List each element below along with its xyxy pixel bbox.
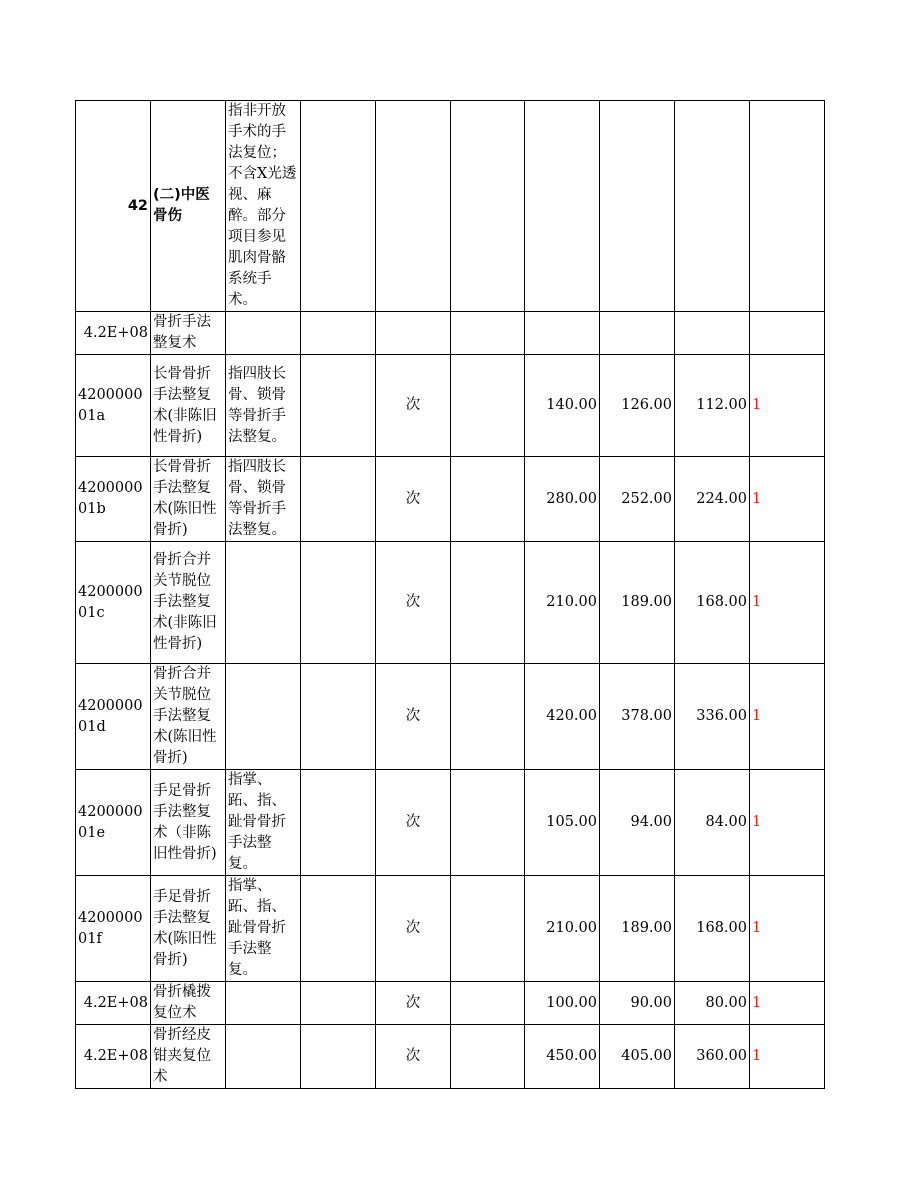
item-note[interactable]: 指非开放手术的手法复位；不含X光透视、麻醉。部分项目参见肌肉骨骼系统手术。 bbox=[226, 101, 301, 312]
item-unit[interactable]: 次 bbox=[376, 770, 451, 876]
empty-cell[interactable] bbox=[301, 355, 376, 457]
item-note[interactable] bbox=[226, 542, 301, 664]
empty-cell[interactable] bbox=[301, 312, 376, 355]
item-note[interactable]: 指四肢长骨、锁骨等骨折手法整复。 bbox=[226, 355, 301, 457]
price-2[interactable]: 94.00 bbox=[600, 770, 675, 876]
item-code[interactable]: 4.2E+08 bbox=[76, 1025, 151, 1089]
item-name[interactable]: 骨折经皮钳夹复位术 bbox=[151, 1025, 226, 1089]
item-note[interactable] bbox=[226, 664, 301, 770]
table-row bbox=[76, 1025, 825, 1089]
item-code[interactable]: 420000001e bbox=[76, 770, 151, 876]
empty-cell[interactable] bbox=[451, 1025, 525, 1089]
price-table bbox=[75, 100, 825, 1089]
item-unit[interactable]: 次 bbox=[376, 355, 451, 457]
flag-cell[interactable]: 1 bbox=[750, 770, 825, 876]
empty-cell[interactable] bbox=[301, 770, 376, 876]
item-note[interactable] bbox=[226, 1025, 301, 1089]
price-2[interactable]: 252.00 bbox=[600, 457, 675, 542]
price-3[interactable]: 360.00 bbox=[675, 1025, 750, 1089]
price-1[interactable]: 210.00 bbox=[525, 542, 600, 664]
price-2[interactable]: 90.00 bbox=[600, 982, 675, 1025]
empty-cell[interactable] bbox=[451, 457, 525, 542]
table-row bbox=[76, 312, 825, 355]
price-1[interactable]: 420.00 bbox=[525, 664, 600, 770]
price-2[interactable]: 126.00 bbox=[600, 355, 675, 457]
flag-cell[interactable]: 1 bbox=[750, 982, 825, 1025]
item-code[interactable]: 4.2E+08 bbox=[76, 312, 151, 355]
item-name[interactable]: 骨折手法整复术 bbox=[151, 312, 226, 355]
flag-cell[interactable]: 1 bbox=[750, 355, 825, 457]
empty-cell[interactable] bbox=[301, 542, 376, 664]
price-1[interactable]: 280.00 bbox=[525, 457, 600, 542]
price-3[interactable]: 80.00 bbox=[675, 982, 750, 1025]
item-note[interactable] bbox=[226, 312, 301, 355]
item-name[interactable]: 长骨骨折手法整复术(非陈旧性骨折) bbox=[151, 355, 226, 457]
price-1[interactable]: 100.00 bbox=[525, 982, 600, 1025]
flag-cell[interactable]: 1 bbox=[750, 542, 825, 664]
item-unit[interactable]: 次 bbox=[376, 457, 451, 542]
empty-cell[interactable] bbox=[451, 876, 525, 982]
price-3[interactable]: 112.00 bbox=[675, 355, 750, 457]
empty-cell[interactable] bbox=[301, 1025, 376, 1089]
flag-cell[interactable]: 1 bbox=[750, 1025, 825, 1089]
flag-cell[interactable]: 1 bbox=[750, 457, 825, 542]
table-row bbox=[76, 355, 825, 457]
flag-cell[interactable] bbox=[750, 312, 825, 355]
price-2[interactable] bbox=[600, 101, 675, 312]
table-row bbox=[76, 457, 825, 542]
item-note[interactable]: 指掌、跖、指、趾骨骨折手法整复。 bbox=[226, 770, 301, 876]
empty-cell[interactable] bbox=[451, 982, 525, 1025]
item-name[interactable]: 骨折合并关节脱位手法整复术(非陈旧性骨折) bbox=[151, 542, 226, 664]
price-3[interactable]: 168.00 bbox=[675, 542, 750, 664]
price-1[interactable] bbox=[525, 312, 600, 355]
item-unit[interactable]: 次 bbox=[376, 1025, 451, 1089]
item-name[interactable]: (二)中医骨伤 bbox=[151, 101, 226, 312]
empty-cell[interactable] bbox=[451, 770, 525, 876]
item-note[interactable]: 指四肢长骨、锁骨等骨折手法整复。 bbox=[226, 457, 301, 542]
item-code[interactable]: 420000001b bbox=[76, 457, 151, 542]
empty-cell[interactable] bbox=[451, 312, 525, 355]
item-unit[interactable] bbox=[376, 312, 451, 355]
item-unit[interactable]: 次 bbox=[376, 542, 451, 664]
item-code[interactable]: 420000001c bbox=[76, 542, 151, 664]
empty-cell[interactable] bbox=[451, 664, 525, 770]
table-row bbox=[76, 982, 825, 1025]
price-2[interactable] bbox=[600, 312, 675, 355]
item-code[interactable]: 420000001d bbox=[76, 664, 151, 770]
table-row bbox=[76, 542, 825, 664]
price-1[interactable]: 450.00 bbox=[525, 1025, 600, 1089]
price-3[interactable]: 168.00 bbox=[675, 876, 750, 982]
table-row bbox=[76, 664, 825, 770]
empty-cell[interactable] bbox=[451, 101, 525, 312]
item-name[interactable]: 骨折合并关节脱位手法整复术(陈旧性骨折) bbox=[151, 664, 226, 770]
item-code[interactable]: 420000001a bbox=[76, 355, 151, 457]
empty-cell[interactable] bbox=[451, 542, 525, 664]
table-row bbox=[76, 101, 825, 312]
flag-cell[interactable]: 1 bbox=[750, 876, 825, 982]
flag-cell[interactable] bbox=[750, 101, 825, 312]
empty-cell[interactable] bbox=[301, 876, 376, 982]
empty-cell[interactable] bbox=[301, 664, 376, 770]
price-3[interactable]: 336.00 bbox=[675, 664, 750, 770]
item-unit[interactable]: 次 bbox=[376, 876, 451, 982]
item-name[interactable]: 手足骨折手法整复术(陈旧性骨折) bbox=[151, 876, 226, 982]
empty-cell[interactable] bbox=[301, 101, 376, 312]
item-note[interactable] bbox=[226, 982, 301, 1025]
item-note[interactable]: 指掌、跖、指、趾骨骨折手法整复。 bbox=[226, 876, 301, 982]
price-2[interactable]: 378.00 bbox=[600, 664, 675, 770]
price-3[interactable]: 224.00 bbox=[675, 457, 750, 542]
item-code[interactable]: 42 bbox=[76, 101, 151, 312]
price-2[interactable]: 405.00 bbox=[600, 1025, 675, 1089]
price-1[interactable]: 105.00 bbox=[525, 770, 600, 876]
price-3[interactable] bbox=[675, 101, 750, 312]
empty-cell[interactable] bbox=[451, 355, 525, 457]
price-2[interactable]: 189.00 bbox=[600, 542, 675, 664]
item-unit[interactable] bbox=[376, 101, 451, 312]
table-row bbox=[76, 876, 825, 982]
empty-cell[interactable] bbox=[301, 982, 376, 1025]
item-unit[interactable]: 次 bbox=[376, 982, 451, 1025]
item-code[interactable]: 420000001f bbox=[76, 876, 151, 982]
price-3[interactable] bbox=[675, 312, 750, 355]
table-row bbox=[76, 770, 825, 876]
item-name[interactable]: 骨折橇拨复位术 bbox=[151, 982, 226, 1025]
item-name[interactable]: 手足骨折手法整复术（非陈旧性骨折) bbox=[151, 770, 226, 876]
item-unit[interactable]: 次 bbox=[376, 664, 451, 770]
price-1[interactable]: 210.00 bbox=[525, 876, 600, 982]
empty-cell[interactable] bbox=[301, 457, 376, 542]
flag-cell[interactable]: 1 bbox=[750, 664, 825, 770]
price-1[interactable]: 140.00 bbox=[525, 355, 600, 457]
price-3[interactable]: 84.00 bbox=[675, 770, 750, 876]
item-name[interactable]: 长骨骨折手法整复术(陈旧性骨折) bbox=[151, 457, 226, 542]
item-code[interactable]: 4.2E+08 bbox=[76, 982, 151, 1025]
price-2[interactable]: 189.00 bbox=[600, 876, 675, 982]
price-1[interactable] bbox=[525, 101, 600, 312]
